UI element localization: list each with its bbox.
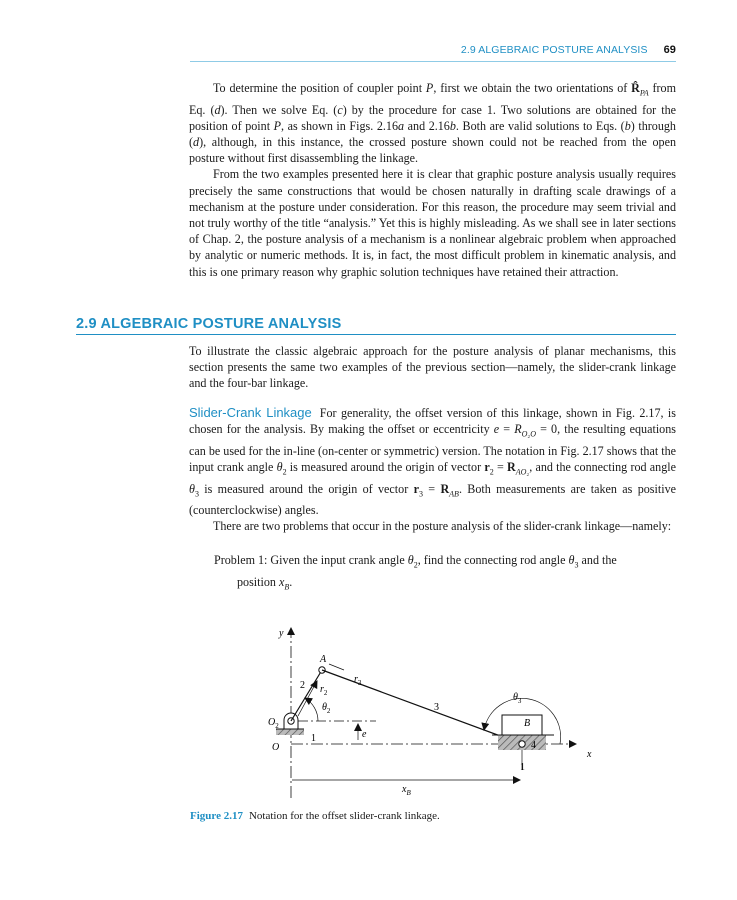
label-link-2: 2 [300,680,305,691]
vector-r3 [329,664,344,670]
angle-arc-theta2 [305,698,318,721]
paragraph-slider-crank: Slider-Crank Linkage For generality, the offset version of this linkage, shown in Fig. 2.17, is chosen for the analysis. By making the offset or eccentricity $e = R_{O_2O} = 0$, the resulting equations can be used for the in-line (on-center or symmetric) version. The notation in Fig. 2.17 shows that the input crank angle $\theta_2$ is measured around the origin of vector $r_2 = R_{AO_2}$, and the connecting rod angle $\theta_3$ is measured around the origin of vector $r_3 = R_{AB}$. Both measurements are taken as positive (counterclockwise) angles. [189,405,676,518]
running-head-title: 2.9 ALGEBRAIC POSTURE ANALYSIS [460,44,648,56]
figure-caption [190,810,440,822]
paragraph-graphic-analysis: From the two examples presented here it is clear that graphic posture analysis usually requires precisely the same constructions that would be chosen naturally in drafting scale drawings of a mechanism at the posture under consideration. For this reason, the procedure may seem trivial and not truly worthy of the title “analysis.” Yet this is highly misleading. As we shall see in later sections of Chap. 2, the posture analysis of a mechanism is a nonlinear algebraic problem when approached by analytic or numeric methods. It is, in fact, the most difficult problem in kinematic analysis, and this is one primary reason why graphic solution techniques have retained their attraction. [189,167,676,279]
ground-hatch-o2 [276,729,304,735]
label-a: A [320,654,327,665]
running-head [0,44,676,56]
label-e: e [362,729,367,740]
label-link-4: 4 [531,740,536,751]
section-intro [189,343,676,392]
section-heading: 2.9 ALGEBRAIC POSTURE ANALYSIS [76,316,342,332]
crank-link-2 [291,670,322,721]
slider-crank-text [189,405,676,535]
pin-b [519,741,525,747]
caption-text: Notation for the offset slider-crank linkage. [248,810,440,822]
page-number: 69 [663,44,676,56]
label-theta2: $\theta_2$ [322,702,331,715]
connecting-rod-3 [322,670,522,744]
label-link-3: 3 [434,702,439,713]
label-r2: $r_2$ [320,684,328,697]
label-xb: $x_B$ [402,784,411,797]
paragraph-section-intro: To illustrate the classic algebraic approach for the posture analysis of planar mechanisms, this section presents the same two examples of the previous section—namely, the slider-crank linkage and the four-bar linkage. [189,344,676,391]
label-o: O [272,742,280,753]
y-axis-label: y [279,628,284,639]
label-ground-1b: 1 [520,762,525,773]
figure-slider-crank [258,620,618,810]
paragraph-coupler-point: To determine the position of coupler point P, first we obtain the two orientations of $R̂_{PA}$ from Eq. (d). Then we solve Eq. (c) by the procedure for case 1. Two solutions are obtained for the position of point P, as shown in Figs. 2.16a and 2.16b. Both are valid solutions to Eqs. (b) through (d), although, in this instance, the crossed posture shown could not be reached from the open posture without first disassembling the linkage. [189,81,676,166]
problem-1: Problem 1: Given the input crank angle $\theta_2$, find the connecting rod angle $\theta_3$ and the position $x_B$. [214,553,617,592]
x-axis-label: x [587,749,592,760]
header-rule [190,61,676,62]
subsection-heading: Slider-Crank Linkage [189,405,312,420]
paragraph-two-problems: There are two problems that occur in the posture analysis of the slider-crank linkage—namely: [213,519,672,534]
slider-crank-diagram [258,620,618,810]
caption-label: Figure 2.17 [190,810,243,822]
label-theta3: $\theta_3$ [513,692,522,705]
intro-text [189,80,676,280]
label-ground-1a: 1 [311,733,316,744]
label-b: B [524,718,531,729]
label-o2: $O_2$ [268,717,279,730]
label-r3: $r_3$ [354,674,362,687]
section-rule [76,334,676,335]
slider-block-4 [502,715,542,735]
